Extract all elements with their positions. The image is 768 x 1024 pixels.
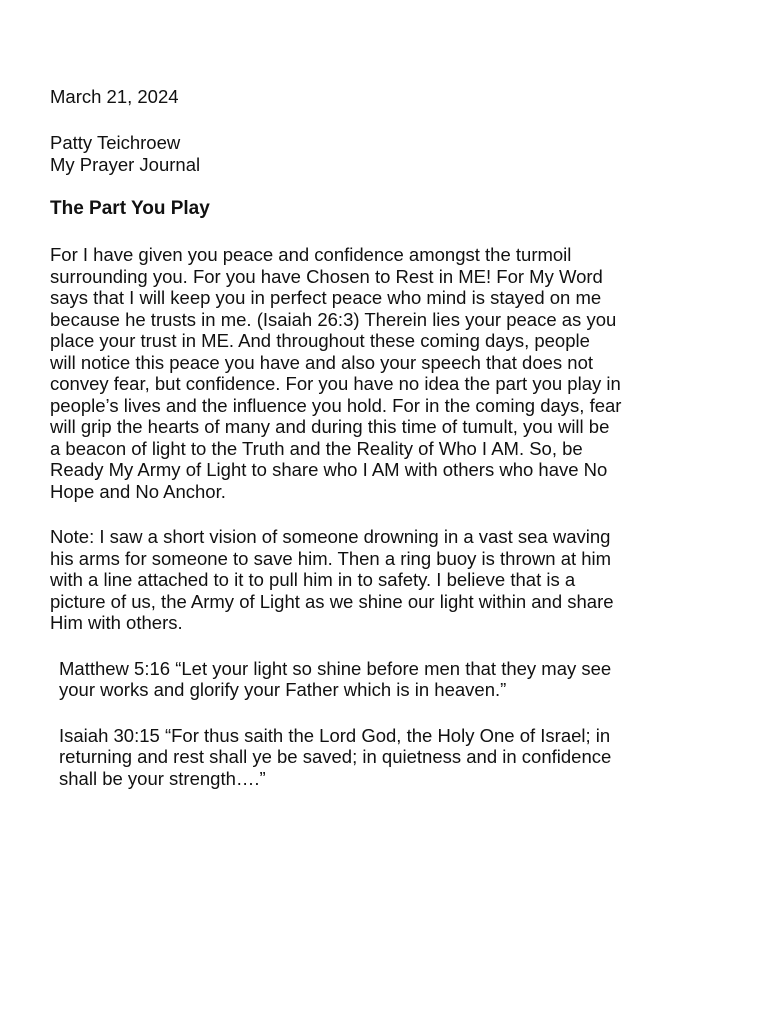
journal-name: My Prayer Journal	[50, 154, 201, 175]
scripture-matthew: Matthew 5:16 “Let your light so shine before men that they may see your works and glorify your Father which is in heaven.”	[59, 657, 612, 700]
scripture-isaiah: Isaiah 30:15 “For thus saith the Lord God, the Holy One of Israel; in returning and rest shall ye be saved; in quietness and in confidence shall be your strength….”	[59, 724, 612, 789]
author-name: Patty Teichroew	[50, 132, 181, 153]
entry-date: March 21, 2024	[50, 86, 179, 107]
note-paragraph: Note: I saw a short vision of someone drowning in a vast sea waving his arms for someone to save him. Then a ring buoy is thrown at him with a line attached to it to pull him in to safety. I believe that is a picture of us, the Army of Light as we shine our light within and share Him with others.	[50, 526, 614, 633]
main-paragraph: For I have given you peace and confidence amongst the turmoil surrounding you. For you have Chosen to Rest in ME! For My Word says that I will keep you in perfect peace who mind is stayed on me because he trusts in me. (Isaiah 26:3) Therein lies your peace as you place your trust in ME. And throughout these coming days, people will notice this peace you have and also your speech that does not convey fear, but confidence. For you have no idea the part you play in people’s lives and the influence you hold. For in the coming days, fear will grip the hearts of many and during this time of tumult, you will be a beacon of light to the Truth and the Reality of Who I AM. So, be Ready My Army of Light to share who I AM with others who have No Hope and No Anchor.	[50, 244, 622, 502]
entry-title: The Part You Play	[50, 198, 210, 219]
